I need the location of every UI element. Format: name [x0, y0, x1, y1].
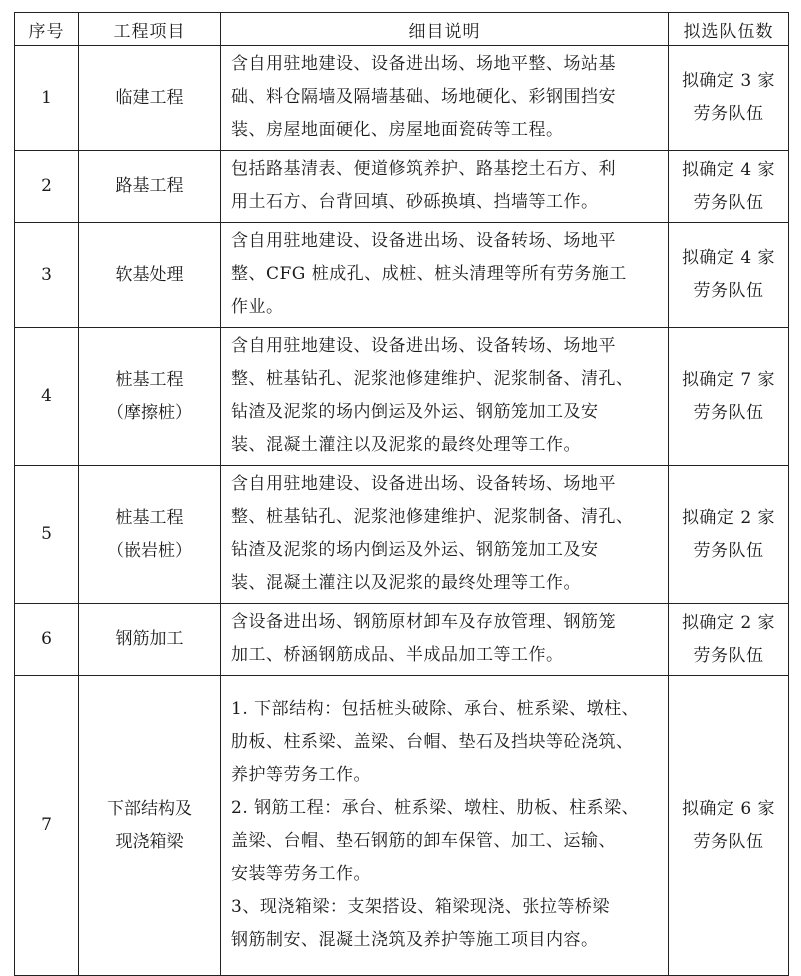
- team-line: 拟确定 2 家: [681, 612, 776, 633]
- seq-cell: 5: [15, 466, 79, 604]
- detail-line: 含自用驻地建设、设备进出场、设备转场、场地平: [231, 336, 616, 356]
- detail-line: 装、混凝土灌注以及泥浆的最终处理等工作。: [231, 573, 581, 593]
- detail-line: 装、混凝土灌注以及泥浆的最终处理等工作。: [231, 435, 581, 455]
- detail-line: 含自用驻地建设、设备进出场、设备转场、场地平: [231, 474, 616, 494]
- team-cell: [669, 46, 789, 151]
- detail-line: 3、现浇箱梁：支架搭设、箱梁现浇、张拉等桥梁: [231, 897, 610, 917]
- detail-cell: [221, 328, 669, 466]
- header-detail: 细目说明: [221, 13, 669, 46]
- seq-cell: 7: [15, 676, 79, 976]
- seq-cell: 6: [15, 604, 79, 676]
- team-line: 拟确定 7 家: [681, 369, 776, 390]
- team-line: 劳务队伍: [693, 281, 764, 301]
- project-cell: [79, 46, 221, 151]
- seq-cell: 4: [15, 328, 79, 466]
- seq-cell: 1: [15, 46, 79, 151]
- table-row: [15, 151, 789, 223]
- project-line: 桩基工程: [115, 507, 184, 528]
- detail-line: 安装等劳务工作。: [231, 864, 371, 884]
- team-cell: [669, 223, 789, 328]
- detail-line: 含设备进出场、钢筋原材卸车及存放管理、钢筋笼: [231, 612, 616, 632]
- team-line: 劳务队伍: [693, 192, 764, 213]
- project-cell: [79, 151, 221, 223]
- table-row: [15, 676, 789, 976]
- project-cell: [79, 466, 221, 604]
- labor-team-table: [14, 12, 789, 976]
- team-line: 劳务队伍: [693, 831, 764, 852]
- detail-line: 整、桩基钻孔、泥浆池修建维护、泥浆制备、清孔、: [231, 507, 634, 527]
- detail-cell: [221, 46, 669, 151]
- header-seq: 序号: [15, 13, 79, 46]
- detail-line: 钻渣及泥浆的场内倒运及外运、钢筋笼加工及安: [231, 540, 599, 560]
- detail-line: 含自用驻地建设、设备进出场、场地平整、场站基: [231, 54, 616, 74]
- project-line: 软基处理: [115, 264, 184, 285]
- detail-line: 整、桩基钻孔、泥浆池修建维护、泥浆制备、清孔、: [231, 369, 634, 389]
- detail-line: 养护等劳务工作。: [231, 765, 371, 785]
- header-project: 工程项目: [79, 13, 221, 46]
- detail-line: 肋板、柱系梁、盖梁、台帽、垫石及挡块等砼浇筑、: [231, 732, 634, 752]
- detail-line: 作业。: [231, 297, 284, 317]
- project-cell: [79, 328, 221, 466]
- detail-line: 装、房屋地面硬化、房屋地面瓷砖等工程。: [231, 120, 564, 140]
- header-team: 拟选队伍数: [669, 13, 789, 46]
- detail-line: 础、料仓隔墙及隔墙基础、场地硬化、彩钢围挡安: [231, 87, 616, 107]
- detail-line: 含自用驻地建设、设备进出场、设备转场、场地平: [231, 231, 616, 251]
- team-line: 拟确定 6 家: [681, 798, 776, 819]
- table-row: [15, 466, 789, 604]
- project-line: 下部结构及: [107, 798, 192, 819]
- team-cell: [669, 328, 789, 466]
- detail-cell: [221, 223, 669, 328]
- seq-cell: 3: [15, 223, 79, 328]
- project-line: 钢筋加工: [115, 629, 184, 649]
- project-cell: [79, 604, 221, 676]
- detail-cell: [221, 604, 669, 676]
- detail-line: 2. 钢筋工程：承台、桩系梁、墩柱、肋板、柱系梁、: [231, 798, 640, 818]
- team-line: 拟确定 3 家: [681, 71, 776, 91]
- table-row: [15, 328, 789, 466]
- project-cell: [79, 676, 221, 976]
- team-line: 劳务队伍: [693, 645, 764, 666]
- detail-line: 盖梁、台帽、垫石钢筋的卸车保管、加工、运输、: [231, 831, 616, 851]
- table-row: [15, 223, 789, 328]
- detail-cell: [221, 676, 669, 976]
- detail-cell: [221, 466, 669, 604]
- team-line: 劳务队伍: [693, 104, 764, 124]
- project-cell: [79, 223, 221, 328]
- team-line: 拟确定 2 家: [681, 507, 776, 528]
- project-line: 现浇箱梁: [115, 831, 184, 852]
- detail-cell: [221, 151, 669, 223]
- project-line: 桩基工程: [115, 369, 184, 390]
- project-line: （摩擦桩）: [107, 402, 192, 423]
- team-cell: [669, 676, 789, 976]
- detail-line: 加工、桥涵钢筋成品、半成品加工等工作。: [231, 645, 564, 665]
- table-row: [15, 604, 789, 676]
- project-line: 路基工程: [115, 176, 184, 196]
- team-line: 拟确定 4 家: [681, 159, 776, 180]
- detail-line: 钻渣及泥浆的场内倒运及外运、钢筋笼加工及安: [231, 402, 599, 422]
- team-cell: [669, 151, 789, 223]
- detail-line: 整、CFG 桩成孔、成桩、桩头清理等所有劳务施工: [231, 264, 627, 284]
- project-line: （嵌岩桩）: [107, 540, 192, 561]
- team-line: 拟确定 4 家: [681, 248, 776, 268]
- detail-line: 1. 下部结构：包括桩头破除、承台、桩系梁、墩柱、: [231, 699, 640, 719]
- detail-line: 用土石方、台背回填、砂砾换填、挡墙等工作。: [231, 192, 599, 212]
- header-row: [15, 13, 789, 46]
- team-line: 劳务队伍: [693, 540, 764, 561]
- team-cell: [669, 466, 789, 604]
- detail-line: 钢筋制安、混凝土浇筑及养护等施工项目内容。: [231, 930, 599, 950]
- seq-cell: 2: [15, 151, 79, 223]
- table-row: [15, 46, 789, 151]
- detail-line: 包括路基清表、便道修筑养护、路基挖土石方、利: [231, 159, 616, 179]
- team-cell: [669, 604, 789, 676]
- team-line: 劳务队伍: [693, 402, 764, 423]
- project-line: 临建工程: [115, 87, 184, 108]
